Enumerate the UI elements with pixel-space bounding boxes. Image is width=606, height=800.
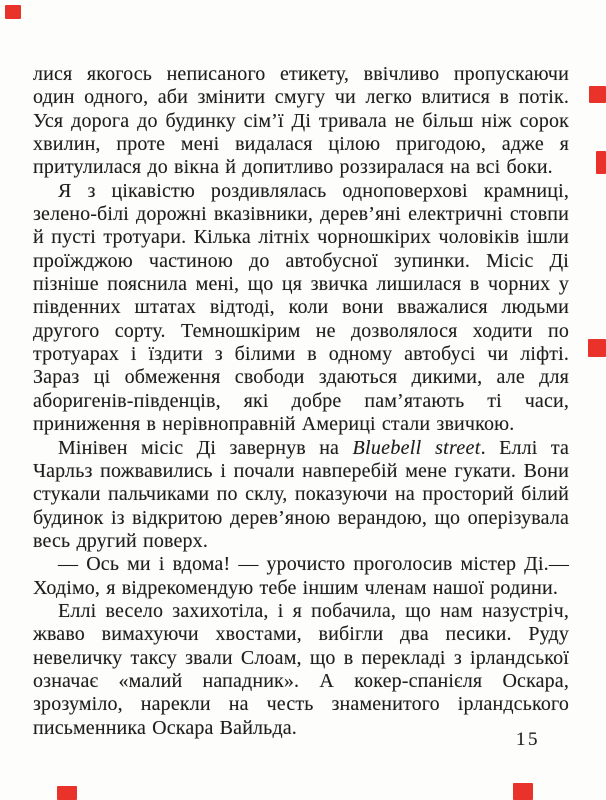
- text-run: — Ось ми і вдома! — урочисто проголосив містер Ді.— Ходімо, я відрекомендую тебе іншим членам нашої родини.: [33, 553, 569, 599]
- paragraph: [33, 553, 569, 600]
- red-scan-mark: [513, 783, 533, 800]
- red-scan-mark: [57, 786, 77, 800]
- red-scan-mark: [588, 339, 606, 357]
- red-scan-mark: [596, 151, 606, 174]
- paragraph: [33, 600, 569, 740]
- text-run: . Еллі та Чарльз пожвавились і почали навперебій мене гукати. Вони стукали пальчиками по склу, показуючи на просторий білий будинок із відкритою дерев’яною верандою, що оперізувала весь другий поверх.: [33, 436, 569, 552]
- text-run: лися якогось неписаного етикету, ввічливо пропускаючи один одного, аби змінити смугу чи легко влитися в потік. Уся дорога до будинку сім’ї Ді тривала не більш ніж сорок хвилин, проте мені видалася цілою пригодою, адже я притулилася до вікна й допитливо роззиралася на всі боки.: [33, 63, 569, 179]
- text-run: Мінівен місіс Ді завернув на: [58, 436, 353, 459]
- paragraph: [33, 437, 569, 554]
- italic-text-run: Bluebell street: [352, 436, 481, 459]
- text-run: Я з цікавістю роздивлялась одноповерхові крамниці, зелено-білі дорожні вказівники, дерев’яні електричні стовпи й пусті тротуари. Кілька літніх чорношкірих чоловіків ішли проїжджою частиною до автобусної зупинки. Місіс Ді пізніше пояснила мені, що ця звичка лишилася в чорних у південних штатах відтоді, коли вони вважалися людьми другого сорту. Темношкірим не дозволялося ходити по тротуарах і їздити з білими в одному автобусі чи ліфті. Зараз ці обмеження свободи здаються дикими, але для аборигенів-південців, які добре пам’ятають ті часи, приниження в нерівноправній Америці стали звичкою.: [33, 179, 569, 436]
- red-scan-mark: [5, 5, 21, 19]
- page-text: [33, 63, 569, 740]
- page-number: 15: [516, 729, 540, 750]
- text-run: Еллі весело захихотіла, і я побачила, що нам назустріч, жваво вимахуючи хвостами, вибігли два песики. Руду невеличку таксу звали Слоам, що в перекладі з ірландської означає «малий нападник». А кокер-спанієля Оскара, зрозуміло, нарекли на честь знаменитого ірландського письменника Оскара Вайльда.: [33, 599, 569, 739]
- paragraph: [33, 180, 569, 437]
- paragraph: [33, 63, 569, 180]
- red-scan-mark: [589, 86, 606, 103]
